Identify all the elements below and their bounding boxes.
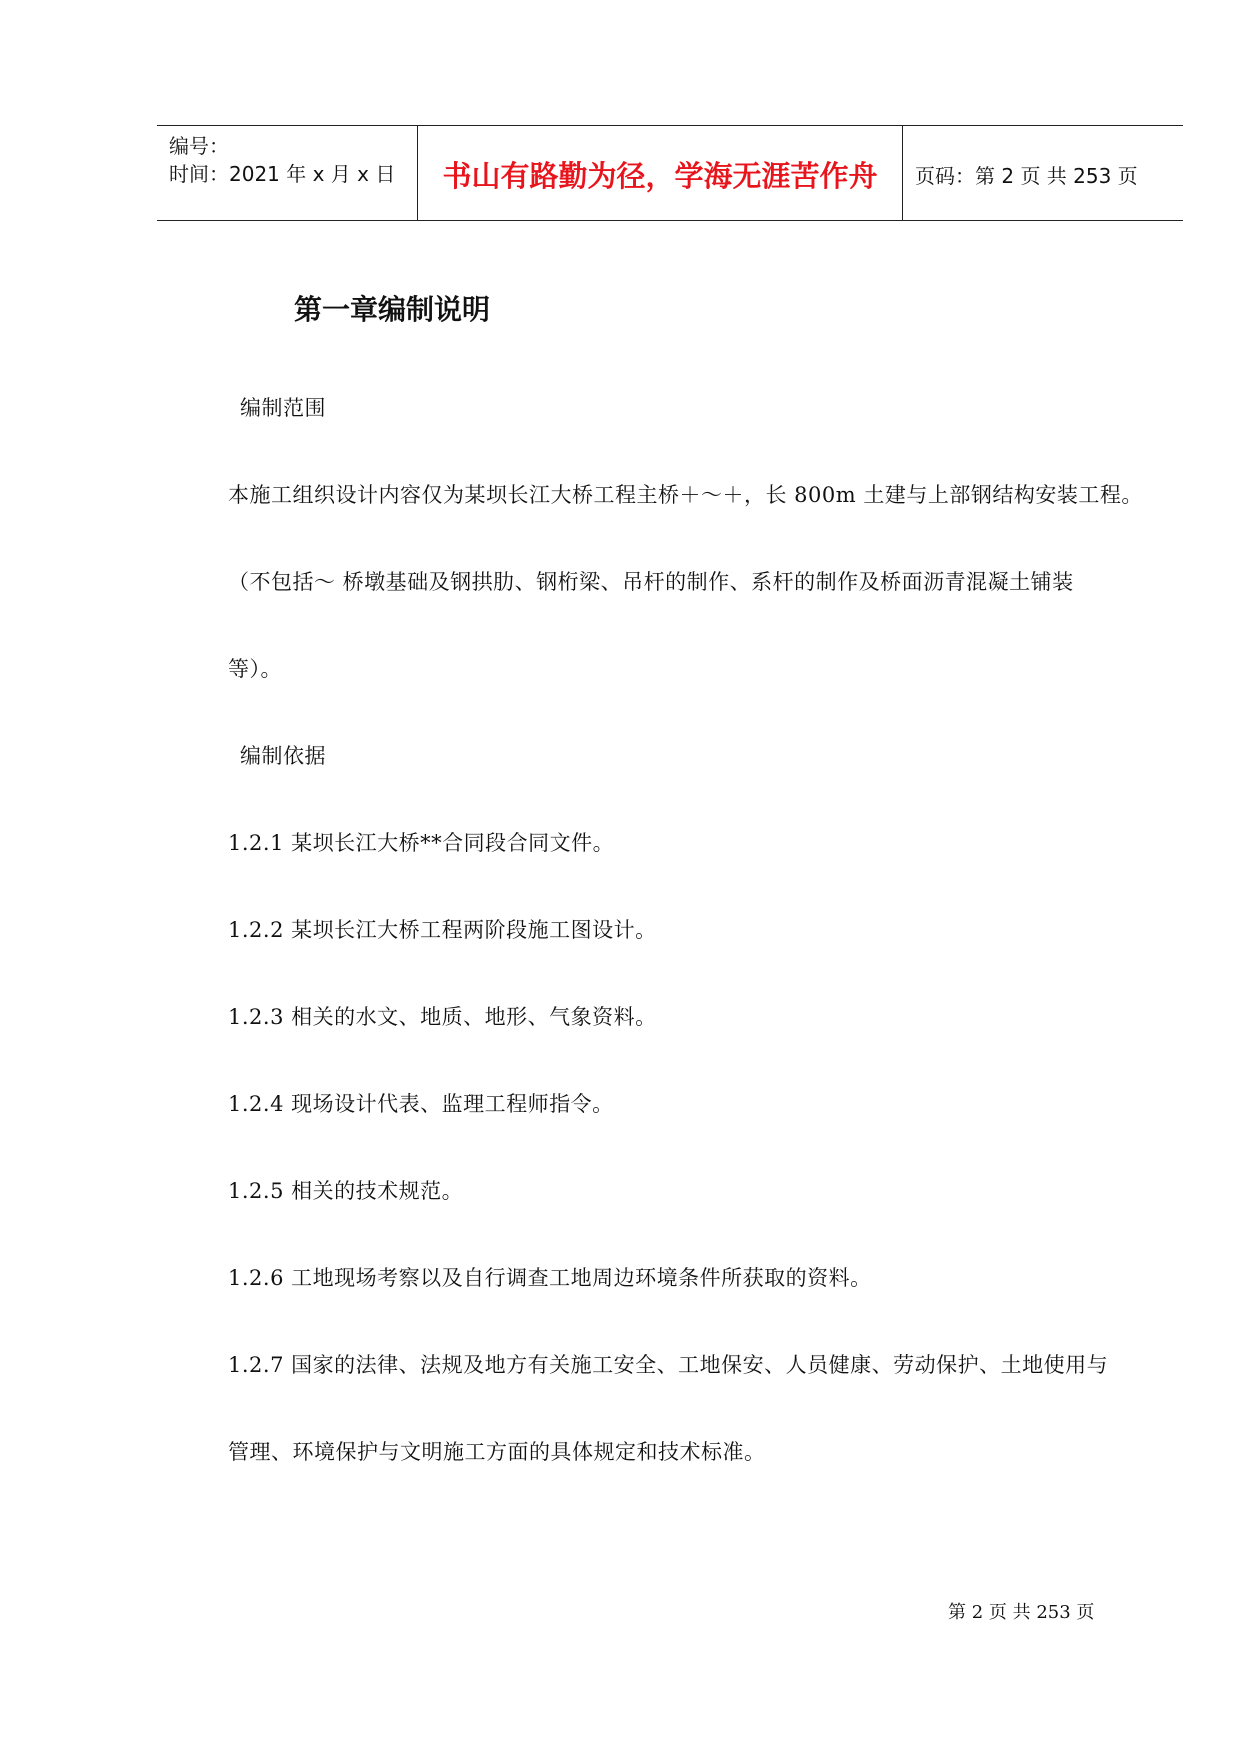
header-page-info: 页码：第 2 页 共 253 页 <box>915 164 1138 188</box>
basis-list-continuation: 管理、环境保护与文明施工方面的具体规定和技术标准。 <box>228 1440 766 1464</box>
page-header <box>157 125 1183 221</box>
basis-list-item: 1.2.5 相关的技术规范。 <box>228 1179 464 1203</box>
header-right-cell <box>903 126 1183 220</box>
header-left-cell <box>157 126 417 220</box>
basis-list-item: 1.2.7 国家的法律、法规及地方有关施工安全、工地保安、人员健康、劳动保护、土地使用与 <box>228 1353 1109 1377</box>
basis-list-item: 1.2.3 相关的水文、地质、地形、气象资料。 <box>228 1005 657 1029</box>
scope-heading: 编制范围 <box>240 396 326 420</box>
basis-list-item: 1.2.2 某坝长江大桥工程两阶段施工图设计。 <box>228 918 657 942</box>
header-middle-cell <box>417 126 903 220</box>
basis-list-item: 1.2.6 工地现场考察以及自行调查工地周边环境条件所获取的资料。 <box>228 1266 872 1290</box>
document-number-label: 编号： <box>169 134 229 158</box>
page-footer: 第 2 页 共 253 页 <box>948 1602 1095 1623</box>
scope-paragraph-line: （不包括～ 桥墩基础及钢拱肋、钢桁梁、吊杆的制作、系杆的制作及桥面沥青混凝土铺装 <box>228 570 1074 594</box>
basis-heading: 编制依据 <box>240 744 326 768</box>
basis-list-item: 1.2.4 现场设计代表、监理工程师指令。 <box>228 1092 614 1116</box>
document-date-label: 时间：2021 年 x 月 x 日 <box>169 162 396 186</box>
scope-paragraph-line: 本施工组织设计内容仅为某坝长江大桥工程主桥＋～＋，长 800m 土建与上部钢结构安装工程。 <box>228 483 1143 507</box>
scope-paragraph-line: 等）。 <box>228 657 282 681</box>
chapter-title: 第一章编制说明 <box>294 293 491 326</box>
basis-list-item: 1.2.1 某坝长江大桥**合同段合同文件。 <box>228 831 615 855</box>
header-motto: 书山有路勤为径，学海无涯苦作舟 <box>442 159 878 193</box>
